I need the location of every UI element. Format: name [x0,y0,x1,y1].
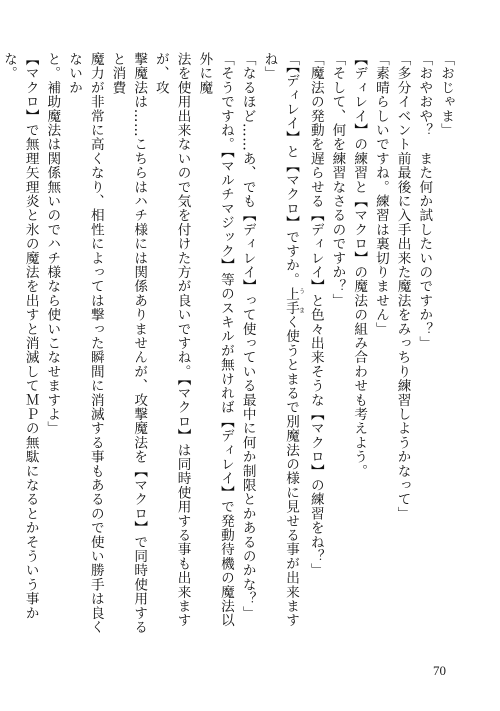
text-line: 魔力が非常に高くなり、相性によっては撃った瞬間に消滅する事もあるので使い勝手は良くないか [66,52,104,635]
text-line-with-ruby [258,52,304,640]
page-number: 70 [433,663,446,678]
text-line: 法を使用出来ないので気を付けた方が良いですね。【マクロ】は同時使用する事も出来ますが、攻 [152,52,191,628]
text-line: と。補助魔法は関係無いのでハチ様なら使いこなせますよ」 [44,52,61,436]
text-line: 「多分イベント前最後に入手出来た魔法をみっちり練習しようかなって」 [394,52,411,521]
text-fragment: 「【ディレイ】と【マクロ】ですか。 [283,52,300,287]
text-line: 「そして、何を練習なさるのですか？」 [329,52,346,308]
vertical-text-block [0,52,456,640]
ruby-annotation [283,286,305,316]
text-line: 【マクロ】で無理矢理炎と氷の魔法を出すと消滅してＭＰの無駄になるとかそういう事かな。 [0,52,39,620]
ruby-base: 上手 [283,286,300,316]
text-line: 撃魔法は……こちらはハチ様には関係ありませんが、攻撃魔法を【マクロ】で同時使用すると消費 [109,52,148,635]
text-line: 「素晴らしいですね。練習は裏切りません」 [372,52,389,336]
ruby-reading: う ま [297,286,305,316]
text-line: 「魔法の発動を遅らせる【ディレイ】と色々出来そうな【マクロ】の練習をね？」 [307,52,324,578]
text-line: 「おじゃま」 [438,52,454,138]
text-line: 「そうですね。【マルチマジック】等のスキルが無ければ【ディレイ】で発動待機の魔法以外に魔 [196,52,234,628]
text-fragment: く使うとまるで別魔法の様に見せる事が出来ますね」 [261,52,300,628]
text-line: 「なるほど……あ、でも【ディレイ】って使っている最中に何か制限とかあるのかな？」 [239,52,256,620]
text-line: 「おやおや？ また何か試したいのですか？」 [416,52,433,351]
text-line: 【ディレイ】の練習と【マクロ】の魔法の組み合わせも考えよう。 [351,52,368,478]
